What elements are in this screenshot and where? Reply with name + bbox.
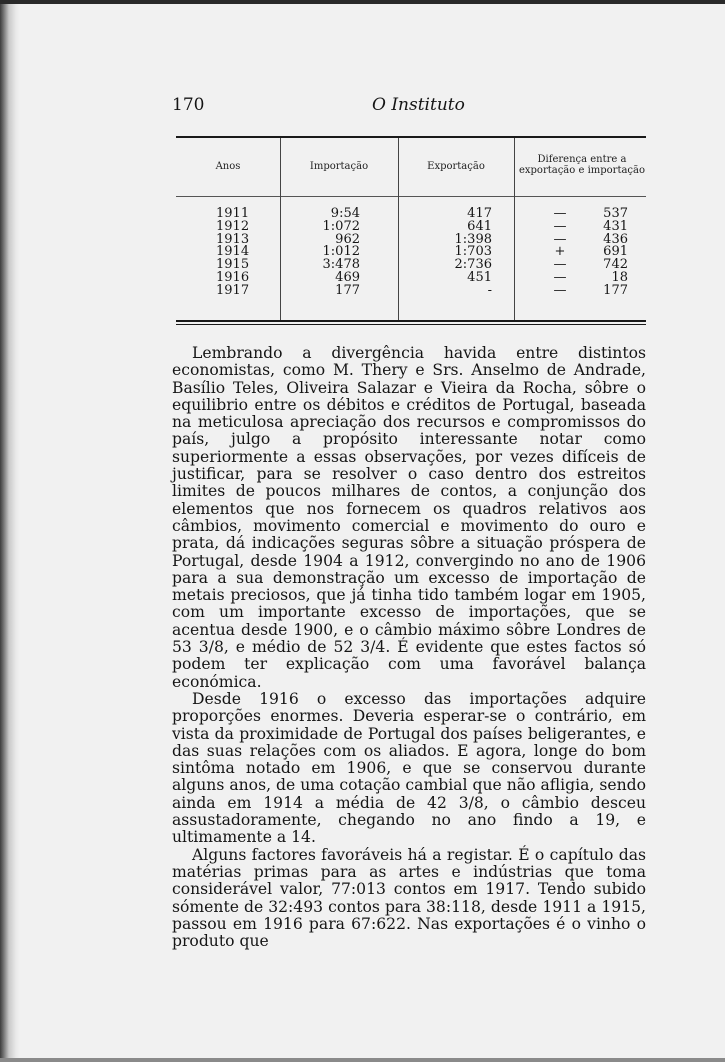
table-cell: 962	[335, 231, 360, 247]
table-cell: 469	[335, 269, 360, 285]
table-cell: 2:736	[454, 257, 492, 273]
table-cell: 451	[467, 269, 492, 285]
table-cell: 431	[603, 218, 628, 234]
table-cell: 742	[603, 257, 628, 273]
table-header-rule	[176, 196, 646, 197]
exports-column	[398, 208, 492, 298]
table-cell: 3:478	[322, 257, 360, 273]
page-header	[172, 95, 646, 119]
table-cell: —	[553, 218, 567, 234]
table-cell: —	[553, 269, 567, 285]
table-cell: 1913	[216, 231, 250, 247]
page-bottom-border	[0, 1058, 725, 1062]
table-cell: 537	[603, 206, 628, 221]
table-cell: 1:012	[322, 244, 360, 260]
table-cell: 436	[603, 231, 628, 247]
trade-table	[176, 136, 646, 326]
table-cell: 641	[467, 218, 492, 234]
running-title: O Instituto	[372, 95, 465, 115]
table-cell: 9:54	[330, 206, 360, 221]
table-bottom-rule-thin	[176, 324, 646, 325]
page-number: 170	[172, 95, 205, 115]
paragraph: Lembrando a divergência havida entre distintos economistas, como M. Thery e Srs. Anselmo de Andrade, Basílio Teles, Oliveira Salazar e Vieira da Rocha, sôbre o equilibrio entre os débitos e créditos de Portugal, baseada na meticulosa apreciação dos recursos e compromissos do país, julgo a propósito interessante notar como superiormente a essas observações, por vezes difíceis de justificar, para se resolver o caso dentro dos estreitos limites de poucos milhares de contos, a conjunção dos elementos que nos fornecem os quadros relativos aos câmbios, movimento comercial e movimento do ouro e prata, dá indicações seguras sôbre a situação próspera de Portugal, desde 1904 a 1912, convergindo no ano de 1906 para a sua demonstração um excesso de importação de metais preciosos, que já tinha tido também logar em 1905, com um importante excesso de importações, que se acentua desde 1900, e o câmbio máximo sôbre Londres de 53 3/8, e médio de 52 3/4. É evidente que estes factos só podem ter explicação com uma favorável balança económica.	[172, 344, 646, 691]
table-cell: 1:703	[454, 244, 492, 260]
table-cell: —	[553, 257, 567, 273]
header-difference: Diferença entre a exportação e importação	[518, 154, 646, 176]
paragraph: Desde 1916 o excesso das importações adquire proporções enormes. Deveria esperar-se o contrário, em vista da proximidade de Portugal dos países beligerantes, e das suas relações com os aliados. E agora, longe do bom sintôma notado em 1906, e que se conservou durante alguns anos, de uma cotação cambial que não afligia, sendo ainda em 1914 a média de 42 3/8, o câmbio desceu assustadoramente, chegando no ano findo a 19, e ultimamente a 14.	[172, 689, 646, 847]
page-binding-shadow	[0, 0, 20, 1062]
table-cell: 177	[335, 282, 360, 298]
imports-column	[280, 208, 360, 298]
table-cell: 1914	[216, 244, 250, 260]
table-cell: —	[553, 231, 567, 247]
header-imports: Importação	[309, 161, 369, 172]
table-bottom-rule	[176, 320, 646, 322]
table-cell: 1917	[216, 282, 250, 298]
table-cell: —	[553, 206, 567, 221]
table-cell: 691	[603, 244, 628, 260]
column-divider	[514, 138, 515, 320]
table-cell: 1:072	[322, 218, 360, 234]
table-cell: 1916	[216, 269, 250, 285]
body-text	[172, 345, 646, 950]
header-exports: Exportação	[427, 161, 485, 172]
table-cell: —	[553, 282, 567, 298]
table-cell: 1912	[216, 218, 250, 234]
table-cell: +	[554, 244, 566, 260]
header-years: Anos	[215, 161, 241, 172]
table-cell: 18	[611, 269, 628, 285]
table-cell: 417	[467, 206, 492, 221]
paragraph: Alguns factores favoráveis há a registar. É o capítulo das matérias primas para as artes e indústrias que toma considerável valor, 77:013 contos em 1917. Tendo subido sómente de 32:493 contos para 38:118, desde 1911 a 1915, passou em 1916 para 67:622. Nas exportações é o vinho o produto que	[172, 845, 646, 951]
table-top-rule	[176, 136, 646, 138]
page-top-border	[0, 0, 725, 4]
table-cell: 1915	[216, 257, 250, 273]
table-cell: 1911	[216, 206, 250, 221]
table-cell: -	[487, 282, 492, 298]
table-cell: 177	[603, 282, 628, 298]
difference-column	[572, 208, 628, 298]
table-cell: 1:398	[454, 231, 492, 247]
sign-column	[546, 208, 574, 298]
years-column	[216, 208, 276, 298]
